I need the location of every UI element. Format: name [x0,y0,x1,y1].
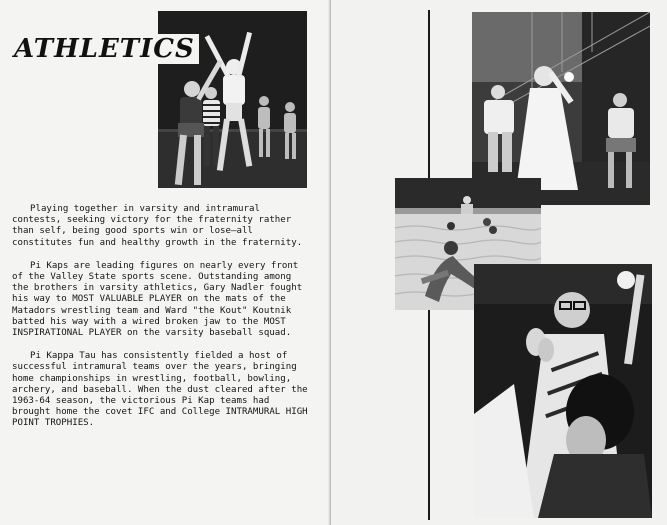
article-body [12,204,312,442]
volleyball-net-photo [472,12,650,205]
paragraph-intramural: Pi Kappa Tau has consistently fielded a host of successful intramural teams over the years, bringing home championships in wrestling, football, bowling, archery, and baseball. When the dust cleared after the 1963-64 season, the victorious Pi Kap teams had brought home the covet IFC and College INTRAMURAL HIGH POINT TROPHIES. [12,351,308,429]
divider-line-top [428,10,430,185]
paragraph-varsity: Pi Kaps are leading figures on nearly every front of the Valley State sports scene. Outstanding among the brothers in varsity athletics, Gary Nadler fought his way to MOST VALUABLE PLAYER on the mats of the Matadors wrestling team and Ward "the Kout" Koutnik batted his way with a wired broken jaw to the MOST INSPIRATIONAL PLAYER on the varsity baseball squad. [12,260,303,339]
paragraph-intro: Playing together in varsity and intramural contests, seeking victory for the fraternity rather than self, being good sports win or lose—all constitutes fun and healthy growth in the fraternity. [12,204,303,248]
left-page [0,0,331,525]
cheering-crowd-photo [474,264,652,518]
right-page [331,0,667,525]
page-title: ATHLETICS [14,34,199,64]
divider-line-bottom [428,310,430,520]
